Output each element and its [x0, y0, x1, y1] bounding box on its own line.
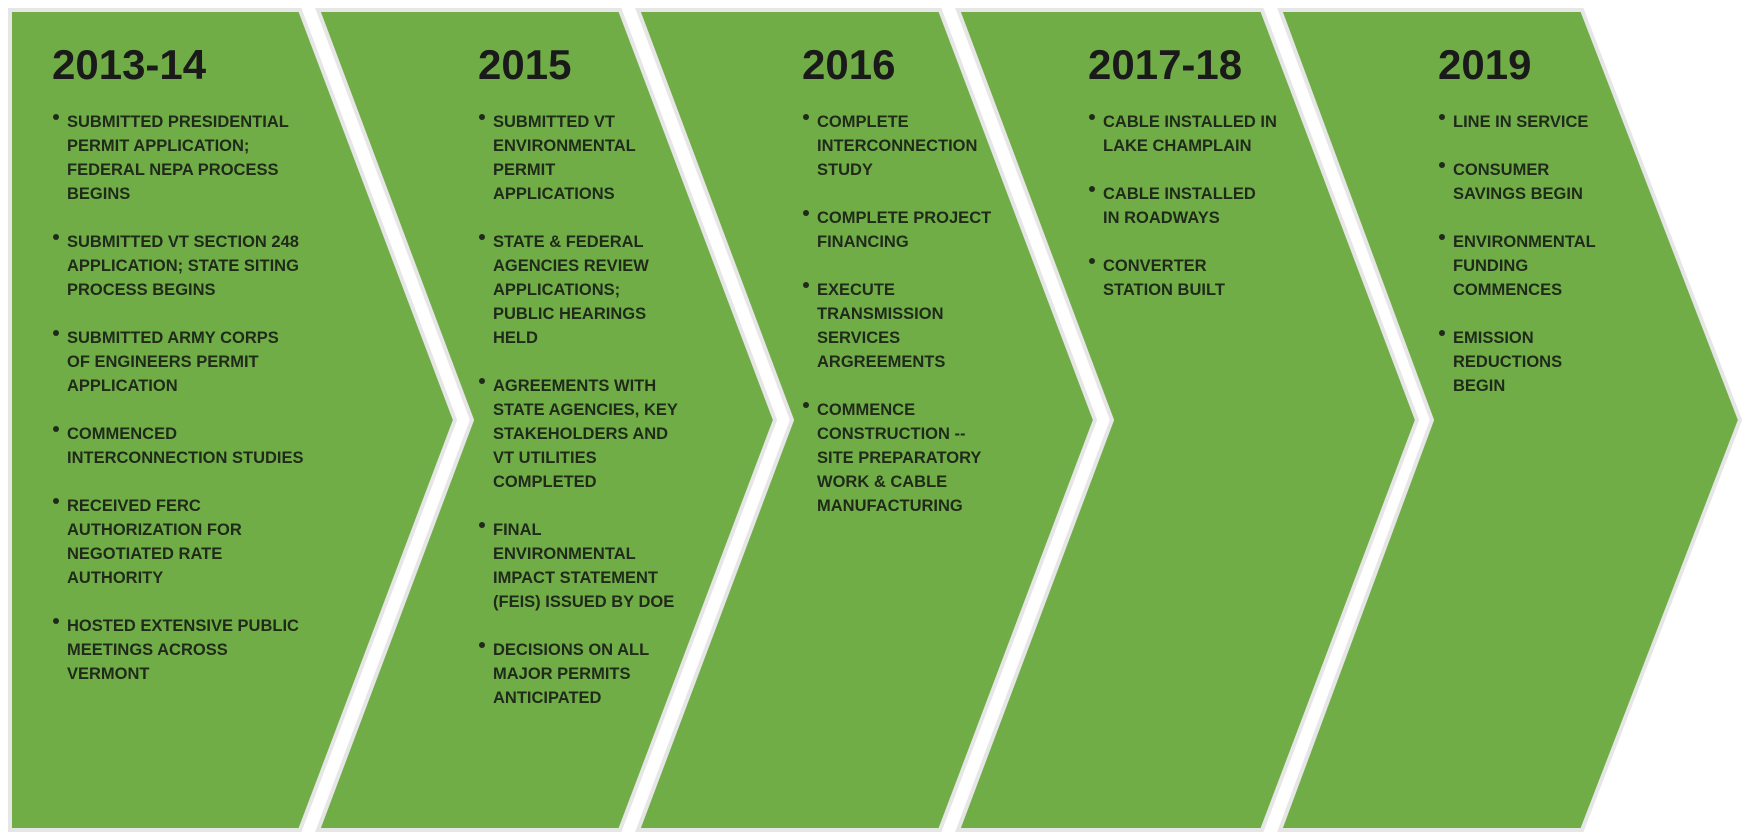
phase-year: 2017-18: [1088, 41, 1243, 88]
phase-year: 2013-14: [52, 41, 207, 88]
milestone-item: EXECUTE TRANSMISSION SERVICES ARGREEMENTS: [802, 278, 967, 374]
phase-milestone-list: [802, 110, 1002, 542]
phase-milestone-list: [478, 110, 718, 734]
phase-2013-14: [52, 0, 352, 840]
phase-2019: [1438, 0, 1638, 840]
milestone-item: SUBMITTED ARMY CORPS OF ENGINEERS PERMIT APPLICATION: [52, 326, 292, 398]
milestone-item: CONSUMER SAVINGS BEGIN: [1438, 158, 1598, 206]
milestone-item: DECISIONS ON ALL MAJOR PERMITS ANTICIPATED: [478, 638, 663, 710]
milestone-item: CABLE INSTALLED IN LAKE CHAMPLAIN: [1088, 110, 1288, 158]
phase-2016: [802, 0, 1002, 840]
milestone-item: COMMENCED INTERCONNECTION STUDIES: [52, 422, 312, 470]
milestone-item: HOSTED EXTENSIVE PUBLIC MEETINGS ACROSS VERMONT: [52, 614, 307, 686]
phase-milestone-list: [1438, 110, 1638, 422]
milestone-item: COMPLETE INTERCONNECTION STUDY: [802, 110, 997, 182]
milestone-item: SUBMITTED VT SECTION 248 APPLICATION; STATE SITING PROCESS BEGINS: [52, 230, 312, 302]
phase-milestone-list: [1088, 110, 1288, 326]
phase-year: 2016: [802, 41, 896, 88]
milestone-item: EMISSION REDUCTIONS BEGIN: [1438, 326, 1583, 398]
milestone-item: LINE IN SERVICE: [1438, 110, 1613, 134]
milestone-item: AGREEMENTS WITH STATE AGENCIES, KEY STAKEHOLDERS AND VT UTILITIES COMPLETED: [478, 374, 683, 494]
milestone-item: ENVIRONMENTAL FUNDING COMMENCES: [1438, 230, 1623, 302]
phase-milestone-list: [52, 110, 352, 710]
phase-2017-18: [1088, 0, 1288, 840]
phase-2015: [478, 0, 718, 840]
milestone-item: SUBMITTED VT ENVIRONMENTAL PERMIT APPLICATIONS: [478, 110, 653, 206]
phase-year: 2015: [478, 41, 572, 88]
milestone-item: RECEIVED FERC AUTHORIZATION FOR NEGOTIATED RATE AUTHORITY: [52, 494, 267, 590]
milestone-item: COMPLETE PROJECT FINANCING: [802, 206, 1002, 254]
milestone-item: CABLE INSTALLED IN ROADWAYS: [1088, 182, 1263, 230]
milestone-item: STATE & FEDERAL AGENCIES REVIEW APPLICATIONS; PUBLIC HEARINGS HELD: [478, 230, 661, 350]
milestone-item: CONVERTER STATION BUILT: [1088, 254, 1253, 302]
milestone-item: SUBMITTED PRESIDENTIAL PERMIT APPLICATION; FEDERAL NEPA PROCESS BEGINS: [52, 110, 297, 206]
phase-year: 2019: [1438, 41, 1532, 88]
milestone-item: FINAL ENVIRONMENTAL IMPACT STATEMENT (FEIS) ISSUED BY DOE: [478, 518, 678, 614]
milestone-item: COMMENCE CONSTRUCTION -- SITE PREPARATORY WORK & CABLE MANUFACTURING: [802, 398, 992, 518]
